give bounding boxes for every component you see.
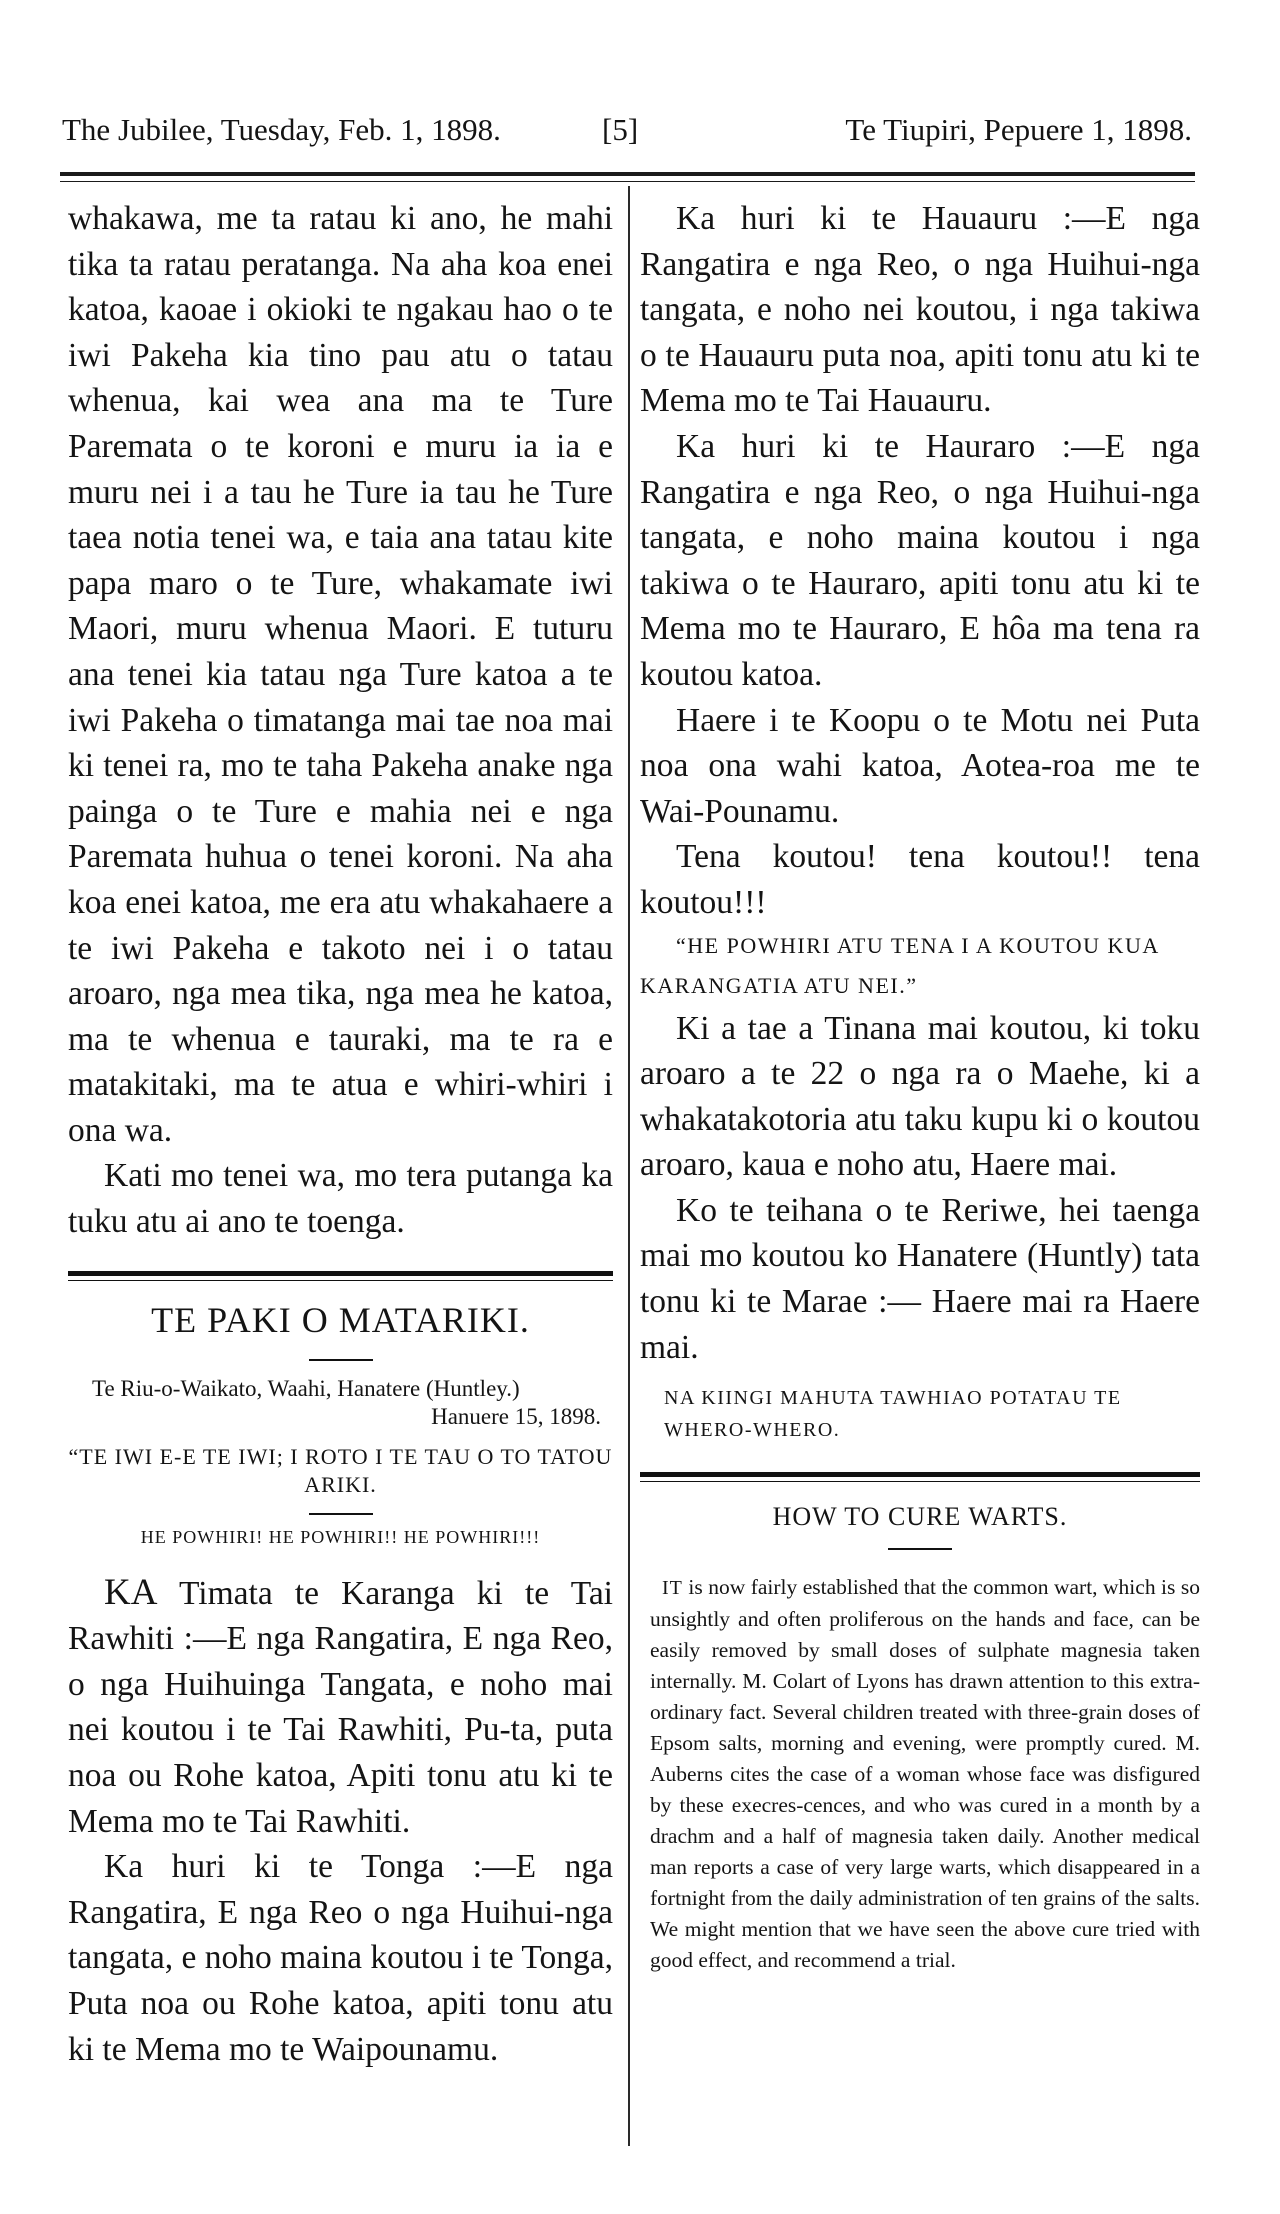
warts-short-rule — [888, 1548, 952, 1550]
warts-initial: IT — [662, 1577, 683, 1600]
paragraph-west: Ka huri ki te Hauauru :—E nga Rangatira e nga Reo, o nga Huihui-nga tangata, e noho nei koutou, i nga takiwa o te Hauauru puta noa, apiti tonu atu ki te Mema mo te Tai Hauauru. — [640, 200, 1200, 420]
paragraph-greeting: Tena koutou! tena koutou!! tena koutou!!! — [640, 838, 1200, 921]
section-title: TE PAKI O MATARIKI. — [151, 1299, 530, 1340]
right-column — [640, 196, 1200, 1976]
paragraph-railway: Ko te teihana o te Reriwe, hei taenga mai mo koutou ko Hanatere (Huntly) tata tonu ki te Marae :— Haere mai ra Haere mai. — [640, 1191, 1200, 1366]
article-closing-paragraph: Kati mo tenei wa, mo tera putanga ka tuku atu ai ano te toenga. — [68, 1157, 613, 1241]
section-rule-thick — [68, 1271, 613, 1276]
invitation-quote: “HE POWHIRI ATU TENA I A KOUTOU KUA KARANGATIA ATU NEI.” — [640, 932, 1159, 998]
drop-initial: KA — [104, 1571, 158, 1613]
letter-place-line: Te Riu-o-Waikato, Waahi, Hanatere (Huntley.) — [92, 1375, 520, 1401]
left-column — [68, 196, 613, 2072]
header-rule-thick — [60, 172, 1195, 176]
welcome-call: HE POWHIRI! HE POWHIRI!! HE POWHIRI!!! — [140, 1526, 541, 1547]
warts-article-title: HOW TO CURE WARTS. — [772, 1502, 1068, 1532]
paragraph-north: Ka huri ki te Hauraro :—E nga Rangatira e nga Reo, o nga Huihui-nga tangata, e noho maina koutou i nga takiwa o te Hauraro, apiti tonu atu ki te Mema mo te Hauraro, E hôa ma tena ra koutou katoa. — [640, 427, 1200, 693]
page-header — [62, 112, 1192, 156]
paragraph-tinana: Ki a tae a Tinana mai koutou, ki toku aroaro a te 22 o nga ra o Maehe, ki a whakatakotoria atu taku kupu ki o koutou aroaro, kaua e noho atu, Haere mai. — [640, 1009, 1200, 1184]
paragraph-east — [68, 1570, 613, 1845]
header-date-english: The Jubilee, Tuesday, Feb. 1, 1898. — [62, 112, 501, 147]
warts-rule-thin — [640, 1481, 1200, 1482]
motto-short-rule — [309, 1513, 373, 1515]
paragraph-south: Ka huri ki te Tonga :—E nga Rangatira, E nga Reo o nga Huihui-nga tangata, e noho maina koutou i te Tonga, Puta noa ou Rohe katoa, apiti tonu atu ki te Mema mo te Waipounamu. — [68, 1848, 613, 2068]
warts-article-body — [650, 1572, 1200, 1976]
title-short-rule — [309, 1359, 373, 1361]
signature: NA KIINGI MAHUTA TAWHIAO POTATAU TE WHERO-WHERO. — [664, 1387, 1122, 1442]
page-number: [5] — [602, 112, 639, 147]
letter-motto: “TE IWI E-E TE IWI; I ROTO I TE TAU O TO TATOU ARIKI. — [68, 1443, 613, 1497]
header-date-maori: Te Tiupiri, Pepuere 1, 1898. — [845, 112, 1192, 147]
column-divider — [628, 186, 630, 2146]
warts-rule-thick — [640, 1472, 1200, 1477]
section-rule-thin — [68, 1280, 613, 1281]
article-continuation-paragraph: whakawa, me ta ratau ki ano, he mahi tika ta ratau peratanga. Na aha koa enei katoa, kaoae i okioki te ngakau hao o te iwi Pakeha kia tino pau atu o tatau whenua, kai wea ana ma te Ture Paremata o te koroni e muru ia ia e muru nei i a tau he Ture ia tau he Ture taea notia tenei wa, e taia ana tatau kite papa maro o te Ture, whakamate iwi Maori, muru whenua Maori. E tuturu ana tenei kia tatau nga Ture katoa a te iwi Pakeha o timatanga mai tae noa mai ki tenei ra, mo te taha Pakeha anake nga painga o te Ture e mahia nei e nga Paremata huhua o tenei koroni. Na aha koa enei katoa, me era atu whakahaere a te iwi Pakeha e takoto nei i o tatau aroaro, nga mea tika, nga mea he katoa, ma te whenua e tauraki, ma te ra e matakitaki, ma te atua e whiri-whiri i ona wa. — [68, 200, 613, 1149]
paragraph-koopu: Haere i te Koopu o te Motu nei Puta noa ona wahi katoa, Aotea-roa me te Wai-Pounamu. — [640, 701, 1200, 830]
paragraph-east-text: Timata te Karanga ki te Tai Rawhiti :—E nga Rangatira, E nga Reo, o nga Huihuinga Tangata, e noho mai nei koutou i te Tai Rawhiti, Pu-ta, puta noa ou Rohe katoa, Apiti tonu atu ki te Mema mo te Tai Rawhiti. — [68, 1574, 613, 1840]
letter-date-line: Hanuere 15, 1898. — [431, 1403, 601, 1429]
header-rule-thin — [60, 181, 1195, 182]
warts-article-text: is now fairly established that the common wart, which is so unsightly and often proliferous on the hands and face, can be easily removed by small doses of sulphate magnesia taken internally. M. Colart of Lyons has drawn attention to this extra-ordinary fact. Several children treated with three-grain doses of Epsom salts, morning and evening, were promptly cured. M. Auberns cites the case of a woman whose face was disfigured by these execres-cences, and who was cured in a month by a drachm and a half of magnesia taken daily. Another medical man reports a case of very large warts, which disappeared in a fortnight from the daily administration of ten grains of the salts. We might mention that we have seen the above cure tried with good effect, and recommend a trial. — [650, 1575, 1200, 1973]
